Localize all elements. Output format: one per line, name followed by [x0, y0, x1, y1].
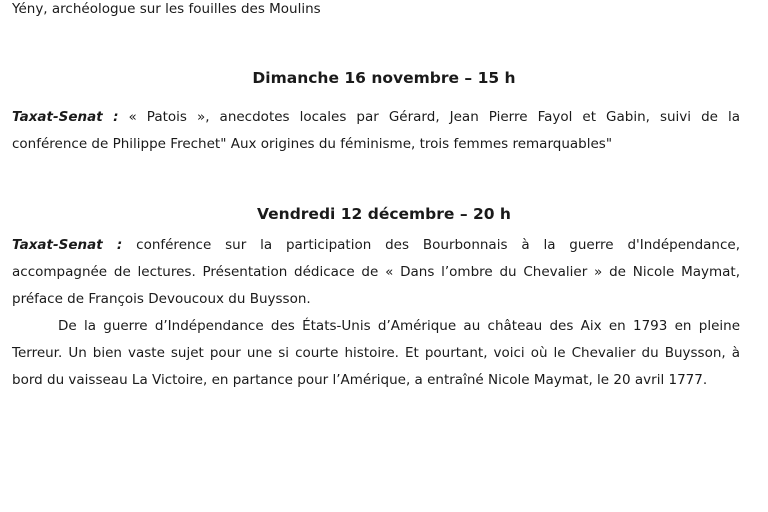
- event-2-text-1: conférence sur la participation des Bourbonnais à la guerre d'Indépendance,: [136, 237, 740, 253]
- event-1-line-1: [12, 108, 740, 126]
- event-1-text-1: « Patois », anecdotes locales par Gérard, Jean Pierre Fayol et Gabin, suivi de la: [128, 109, 740, 125]
- event-heading-2: Vendredi 12 décembre – 20 h: [257, 205, 511, 223]
- event-2-paragraph-line-1: De la guerre d’Indépendance des États-Unis d’Amérique au château des Aix en 1793 en pleine: [58, 318, 740, 334]
- intro-line: Yény, archéologue sur les fouilles des Moulins: [12, 1, 321, 17]
- event-1-venue: Taxat-Senat :: [12, 109, 119, 125]
- event-2-venue: Taxat-Senat :: [12, 237, 123, 253]
- event-2-line-3: préface de François Devoucoux du Buysson.: [12, 291, 311, 307]
- event-2-paragraph-line-2: Terreur. Un bien vaste sujet pour une si courte histoire. Et pourtant, voici où le Chevalier du Buysson, à: [12, 345, 740, 361]
- event-1-line-2: conférence de Philippe Frechet" Aux origines du féminisme, trois femmes remarquables": [12, 136, 613, 152]
- event-2-line-1: [12, 236, 740, 254]
- event-2-line-2: accompagnée de lectures. Présentation dédicace de « Dans l’ombre du Chevalier » de Nicole Maymat,: [12, 264, 740, 280]
- event-2-paragraph-line-3: bord du vaisseau La Victoire, en partance pour l’Amérique, a entraîné Nicole Maymat, le 20 avril 1777.: [12, 372, 708, 388]
- event-heading-1: Dimanche 16 novembre – 15 h: [252, 69, 516, 87]
